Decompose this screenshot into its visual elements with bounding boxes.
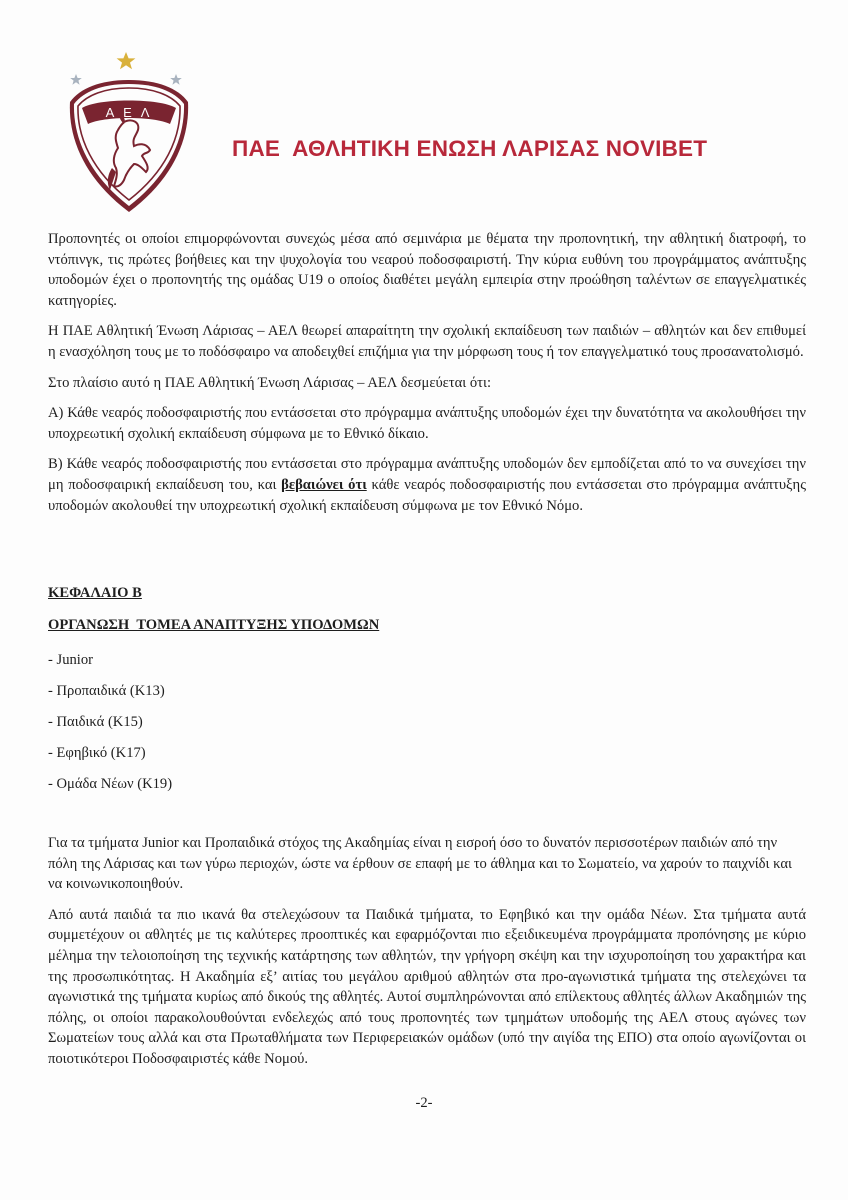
gold-star-icon xyxy=(117,52,136,69)
silver-star-icon xyxy=(70,74,82,85)
list-item: - Εφηβικό (Κ17) xyxy=(48,745,146,761)
list-item: - Προπαιδικά (Κ13) xyxy=(48,683,165,699)
paragraph-education-policy: Η ΠΑΕ Αθλητική Ένωση Λάρισας – ΑΕΛ θεωρεί απαραίτητη την σχολική εκπαίδευση των παιδιών – αθλητών και δεν επιθυμεί η ενασχόληση τους με το ποδόσφαιρο να αποδειχθεί επιζήμια για την μόρφωση τους ή τον επαγγελματικό τους προσανατολισμό. xyxy=(48,323,806,360)
list-item: - Junior xyxy=(48,652,93,668)
departments-list xyxy=(48,650,172,805)
organization-title: ΠΑΕ ΑΘΛΗΤΙΚΗ ΕΝΩΣΗ ΛΑΡΙΣΑΣ NOVIBET xyxy=(232,136,708,161)
chapter-title: ΚΕΦΑΛΑΙΟ Β xyxy=(48,585,142,601)
list-item: - Ομάδα Νέων (Κ19) xyxy=(48,776,173,792)
paragraph-junior-goals: Για τα τμήματα Junior και Προπαιδικά στόχος της Ακαδημίας είναι η εισροή όσο το δυνατόν περισσοτέρων παιδιών από την πόλη της Λάρισας και των γύρω περιοχών, ώστε να έρθουν σε επαφή με το άθλημα και το Σωματείο, να χαρούν το παιχνίδι και να κοινωνικοποιηθούν. xyxy=(48,835,792,893)
logo-letters: Α Ε Λ xyxy=(105,105,153,120)
silver-star-icon xyxy=(170,74,182,85)
paragraph-commitment-a: Α) Κάθε νεαρός ποδοσφαιριστής που εντάσσεται στο πρόγραμμα ανάπτυξης υποδομών έχει την δυνατότητα να ακολουθήσει την υποχρεωτική σχολική εκπαίδευση σύμφωνα με το Εθνικό δίκαιο. xyxy=(48,405,806,442)
page-number: -2- xyxy=(415,1095,433,1111)
paragraph-coaches: Προπονητές οι οποίοι επιμορφώνονται συνεχώς μέσα από σεμινάρια με θέματα την προπονητική, την αθλητική διατροφή, το ντόπινγκ, τις πρώτες βοήθειες και την ψυχολογία του νεαρού ποδοσφαιριστή. Την κύρια ευθύνη του προγράμματος ανάπτυξης υποδομών έχει ο προπονητής της ομάδας U19 ο οποίος διαθέτει μεγάλη εμπειρία στην προώθηση ταλέντων σε επαγγελματικές κατηγορίες. xyxy=(48,231,806,309)
intro-section xyxy=(48,229,806,526)
paragraph-commitment-b xyxy=(48,454,806,516)
academy-section xyxy=(48,833,806,1080)
paragraph-competitive-teams: Από αυτά παιδιά τα πιο ικανά θα στελεχώσουν τα Παιδικά τμήματα, το Εφηβικό και την ομάδα Νέων. Στα τμήματα αυτά συμμετέχουν οι αθλητές με τις καλύτερες προοπτικές και εφαρμόζονται πιο εξειδικευμένα προγράμματα προπόνησης με κύριο μέλημα την τελοιοποίηση της τεχνικής κατάρτησης των αθλητών, την γρήγορη σκέψη και την ισχυροποίηση του χαρακτήρα και της προσωπικότητας. Η Ακαδημία εξ’ αιτίας του μεγάλου αριθμού αθλητών στα προ-αγωνιστικά τμήματα της στελεχώνει τα αγωνιστικά της τμήματα κυρίως από δικούς της αθλητές. Αυτοί συμπληρώνονται από επίλεκτους αθλητές άλλων Ακαδημιών της πόλης, οι οποίοι παρακολουθούνται ενδελεχώς από τους προπονητές των τμημάτων υποδομής της ΑΕΛ στους αγώνες των Σωματείων τους αλλά και στα Πρωταθλήματα των Περιφερειακών ομάδων (υπό την αιγίδα της ΕΠΟ) στα οποίο αγωνίζονται οι ποιοτικότεροι Ποδοσφαιριστές κάθε Νομού. xyxy=(48,906,806,1067)
commitment-b-text-2: κάθε νεαρός ποδοσφαιριστής που εντάσσεται στο πρόγραμμα ανάπτυξης υποδομών ακολουθεί την υποχρεωτική σχολική εκπαίδευση σύμφωνα με τον Εθνικό Νόμο. xyxy=(48,476,806,514)
commitment-b-text-1: Β) Κάθε νεαρός ποδοσφαιριστής που εντάσσεται στο πρόγραμμα ανάπτυξης υποδομών δεν εμποδίζεται από το να συνεχίσει την μη ποδοσφαιρική εκπαίδευση του, και xyxy=(48,456,806,493)
commitment-b-emphasis: βεβαιώνει ότι xyxy=(281,476,367,493)
list-item: - Παιδικά (Κ15) xyxy=(48,714,143,730)
paragraph-commitment-intro: Στο πλαίσιο αυτό η ΠΑΕ Αθλητική Ένωση Λάρισας – ΑΕΛ δεσμεύεται ότι: xyxy=(48,374,492,391)
chapter-subtitle: ΟΡΓΑΝΩΣΗ ΤΟΜΕΑ ΑΝΑΠΤΥΞΗΣ ΥΠΟΔΟΜΩΝ xyxy=(48,617,380,633)
ael-crest-logo xyxy=(66,50,192,214)
